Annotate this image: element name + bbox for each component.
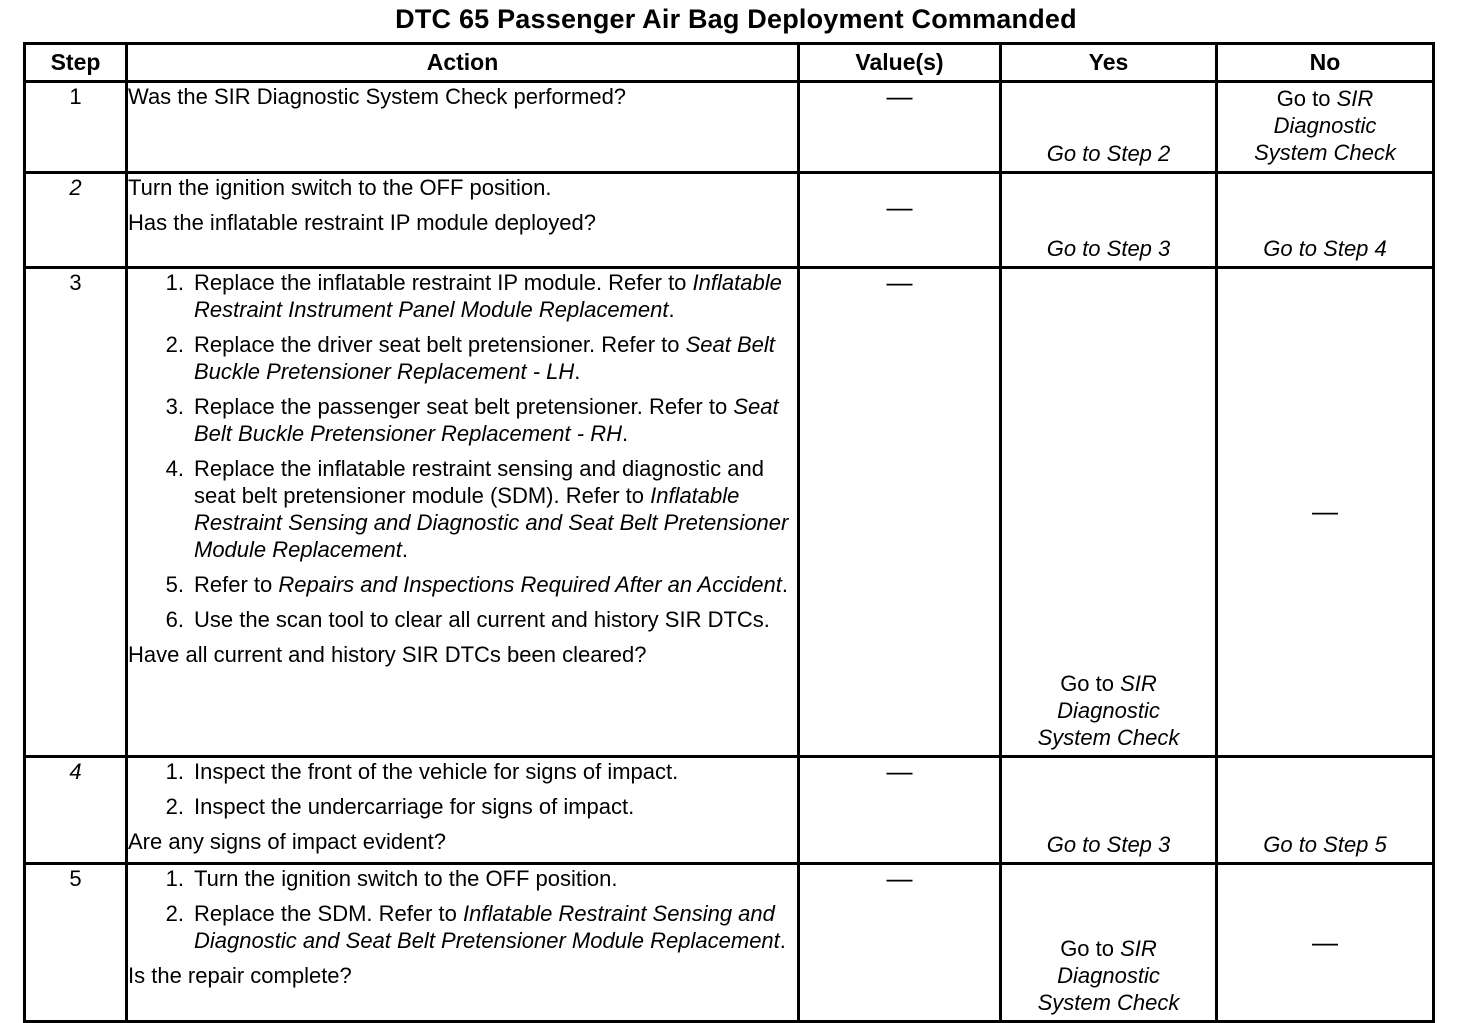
yes-link[interactable] (1002, 670, 1215, 755)
header-action: Action (127, 44, 799, 82)
value-dash: — (886, 81, 913, 111)
yes-cell (1001, 757, 1217, 864)
list-item-end: . (779, 928, 786, 953)
reference-link[interactable]: Seat Belt Buckle Pretensioner Replacement - RH (194, 394, 779, 446)
list-item-number: 4. (165, 456, 184, 481)
yes-link[interactable]: Go to Step 3 (1046, 236, 1171, 261)
table-row (25, 82, 1434, 173)
list-item-number: 2. (165, 794, 184, 819)
reference-link[interactable]: Seat Belt Buckle Pretensioner Replacement - LH (194, 332, 775, 384)
yes-link-ref: Diagnostic (1057, 698, 1160, 723)
yes-cell (1001, 173, 1217, 268)
value-dash: — (886, 756, 913, 786)
step-number: 4 (25, 757, 127, 864)
value-dash: — (886, 267, 913, 297)
action-cell (127, 82, 799, 173)
no-cell (1217, 757, 1434, 864)
list-item (128, 865, 797, 892)
step-number: 3 (25, 268, 127, 757)
reference-link[interactable]: Repairs and Inspections Required After an Accident (278, 572, 782, 597)
list-item-end: . (574, 359, 581, 384)
list-item-number: 1. (165, 759, 184, 784)
yes-link-ref: System Check (1037, 990, 1180, 1015)
no-cell (1217, 82, 1434, 173)
action-text: Turn the ignition switch to the OFF position. (128, 175, 552, 200)
yes-cell (1001, 864, 1217, 1022)
yes-link[interactable] (1002, 935, 1215, 1020)
list-item-text: Replace the driver seat belt pretensioner. Refer to (194, 332, 686, 357)
action-cell (127, 173, 799, 268)
yes-link[interactable]: Go to Step 2 (1046, 141, 1171, 166)
list-item-text: Replace the inflatable restraint IP module. Refer to (194, 270, 693, 295)
procedure-list (128, 865, 797, 954)
yes-link-prefix: Go to (1060, 671, 1121, 696)
list-item-text: Use the scan tool to clear all current and history SIR DTCs. (194, 607, 770, 632)
action-question: Have all current and history SIR DTCs been cleared? (128, 642, 647, 667)
list-item-end: . (781, 572, 788, 597)
action-cell (127, 757, 799, 864)
list-item (128, 606, 797, 633)
table-row (25, 864, 1434, 1022)
list-item (128, 455, 797, 563)
value-cell (799, 268, 1001, 757)
yes-link-ref: Diagnostic (1057, 963, 1160, 988)
header-values: Value(s) (799, 44, 1001, 82)
list-item (128, 393, 797, 447)
table-row (25, 173, 1434, 268)
yes-cell (1001, 268, 1217, 757)
value-cell (799, 82, 1001, 173)
action-cell (127, 864, 799, 1022)
no-cell (1217, 173, 1434, 268)
no-link[interactable]: Go to Step 4 (1263, 236, 1387, 261)
list-item (128, 793, 797, 820)
diagnostic-table (23, 42, 1435, 1023)
step-number: 2 (25, 173, 127, 268)
list-item-text: Refer to (194, 572, 279, 597)
list-item (128, 900, 797, 954)
value-dash: — (886, 192, 913, 222)
list-item-number: 1. (165, 866, 184, 891)
yes-cell (1001, 82, 1217, 173)
list-item-text: Inspect the undercarriage for signs of impact. (194, 794, 635, 819)
list-item-number: 2. (165, 332, 184, 357)
step-number: 5 (25, 864, 127, 1022)
page-title: DTC 65 Passenger Air Bag Deployment Commanded (395, 4, 1077, 34)
reference-link[interactable]: Inflatable Restraint Instrument Panel Module Replacement (194, 270, 782, 322)
value-dash: — (886, 863, 913, 893)
no-dash: — (1312, 496, 1338, 526)
list-item-text: Replace the inflatable restraint sensing and diagnostic and seat belt pretensioner module (SDM). Refer to (194, 456, 764, 508)
no-link-ref: Diagnostic (1273, 113, 1377, 138)
yes-link-ref: SIR (1120, 936, 1157, 961)
list-item-text: Turn the ignition switch to the OFF position. (194, 866, 618, 891)
yes-link-ref: System Check (1037, 725, 1180, 750)
list-item-number: 3. (165, 394, 184, 419)
value-cell (799, 864, 1001, 1022)
list-item-text: Replace the passenger seat belt pretensioner. Refer to (194, 394, 734, 419)
value-cell (799, 173, 1001, 268)
procedure-list (128, 269, 797, 633)
yes-link[interactable]: Go to Step 3 (1046, 832, 1171, 857)
reference-link[interactable]: Inflatable Restraint Sensing and Diagnostic and Seat Belt Pretensioner Module Replacement (194, 483, 789, 562)
no-link[interactable]: Go to Step 5 (1263, 832, 1387, 857)
action-question: Are any signs of impact evident? (128, 829, 446, 854)
header-step: Step (25, 44, 127, 82)
action-cell (127, 268, 799, 757)
list-item-text: Replace the SDM. Refer to (194, 901, 464, 926)
header-yes: Yes (1001, 44, 1217, 82)
list-item-end: . (401, 537, 409, 562)
table-row (25, 757, 1434, 864)
list-item-number: 2. (165, 901, 184, 926)
no-link-ref: System Check (1254, 140, 1396, 165)
procedure-list (128, 758, 797, 820)
list-item-end: . (668, 297, 675, 322)
list-item-number: 5. (165, 572, 184, 597)
list-item (128, 331, 797, 385)
header-no: No (1217, 44, 1434, 82)
value-cell (799, 757, 1001, 864)
yes-link-prefix: Go to (1060, 936, 1121, 961)
no-cell (1217, 864, 1434, 1022)
list-item-number: 6. (165, 607, 184, 632)
no-cell (1217, 268, 1434, 757)
table-row (25, 268, 1434, 757)
table-header-row (25, 44, 1434, 82)
list-item-end: . (621, 421, 629, 446)
action-question: Was the SIR Diagnostic System Check performed? (128, 84, 627, 109)
list-item-number: 1. (165, 270, 184, 295)
no-link[interactable] (1218, 83, 1432, 166)
yes-link-ref: SIR (1120, 671, 1157, 696)
list-item (128, 571, 797, 598)
no-link-ref: SIR (1336, 86, 1374, 111)
no-dash: — (1312, 926, 1338, 957)
action-question: Has the inflatable restraint IP module deployed? (128, 210, 596, 235)
action-question: Is the repair complete? (128, 963, 352, 988)
step-number: 1 (25, 82, 127, 173)
no-link-prefix: Go to (1276, 86, 1337, 111)
list-item-text: Inspect the front of the vehicle for signs of impact. (194, 759, 679, 784)
list-item (128, 269, 797, 323)
list-item (128, 758, 797, 785)
reference-link[interactable]: Inflatable Restraint Sensing and Diagnostic and Seat Belt Pretensioner Module Replacement (194, 901, 780, 953)
